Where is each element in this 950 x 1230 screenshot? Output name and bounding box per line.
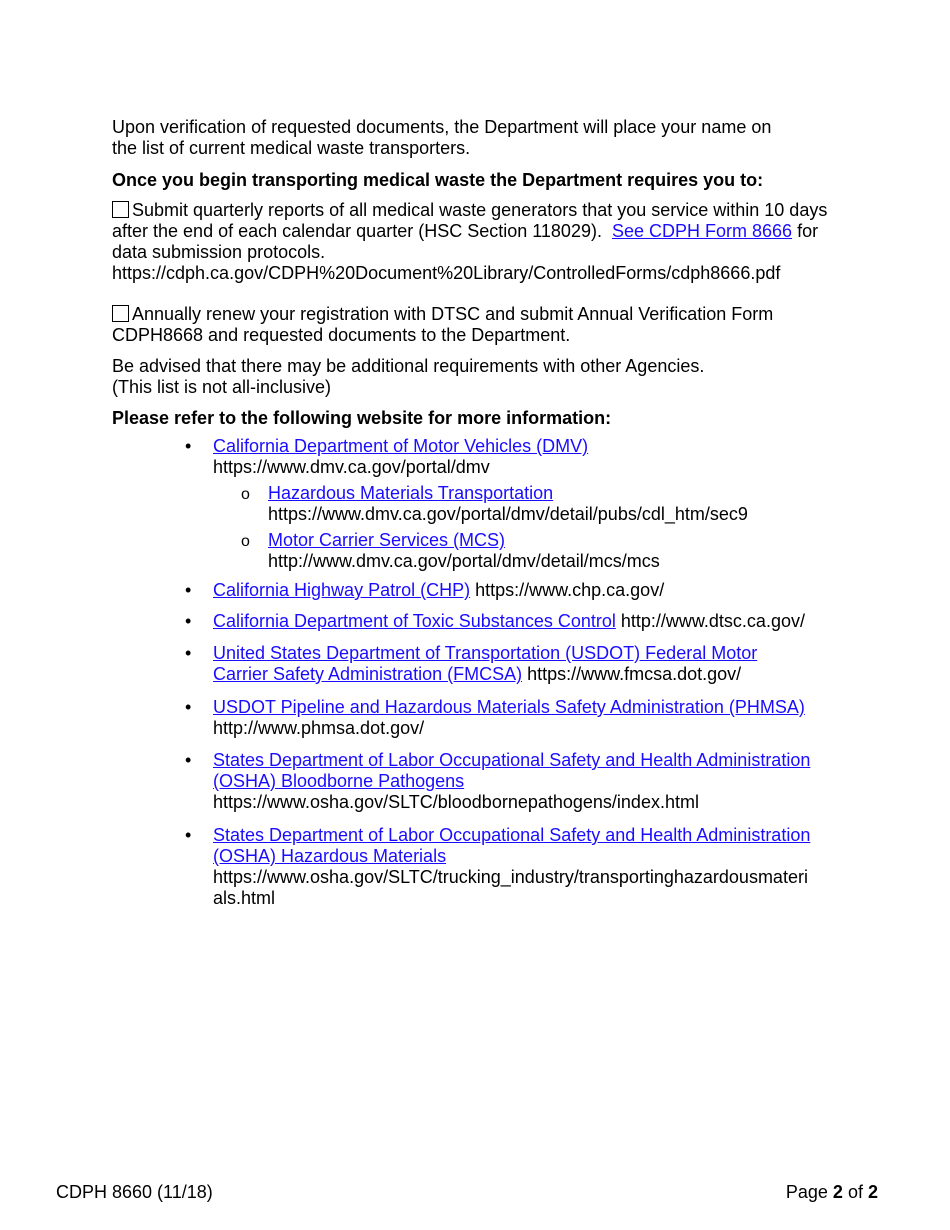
requirement-annual-renewal [112, 304, 872, 346]
list-item-hazmat-transportation [268, 483, 868, 525]
list-item-osha-bloodborne [213, 750, 873, 813]
requirements-heading: Once you begin transporting medical waste the Department requires you to: [112, 170, 764, 190]
advisory-paragraph [112, 356, 704, 398]
link-hazmat-transportation[interactable]: Hazardous Materials Transportation [268, 483, 554, 503]
list-item-dmv [213, 436, 853, 478]
bullet-marker: • [185, 750, 192, 770]
req1-line-1: Submit quarterly reports of all medical waste generators that you service within 10 days [112, 200, 872, 221]
url-dmv: https://www.dmv.ca.gov/portal/dmv [213, 457, 490, 477]
url-dtsc: http://www.dtsc.ca.gov/ [620, 611, 805, 631]
url-mcs: http://www.dmv.ca.gov/portal/dmv/detail/mcs/mcs [268, 551, 660, 571]
bullet-marker: • [185, 697, 192, 717]
intro-line-1: Upon verification of requested documents, the Department will place your name on [112, 117, 772, 137]
url-phmsa: http://www.phmsa.dot.gov/ [213, 718, 425, 738]
url-fmcsa: https://www.fmcsa.dot.gov/ [527, 664, 742, 684]
link-osha-hazmat-line-2[interactable]: (OSHA) Hazardous Materials [213, 846, 447, 866]
url-chp: https://www.chp.ca.gov/ [475, 580, 665, 600]
page-total: 2 [867, 1182, 878, 1202]
link-phmsa[interactable]: USDOT Pipeline and Hazardous Materials Safety Administration (PHMSA) [213, 697, 805, 717]
list-item-mcs [268, 530, 868, 572]
intro-line-2: the list of current medical waste transporters. [112, 138, 471, 158]
url-osha-hazmat-line-1: https://www.osha.gov/SLTC/trucking_industry/transportinghazardousmateri [213, 867, 808, 887]
link-osha-bloodborne-line-2[interactable]: (OSHA) Bloodborne Pathogens [213, 771, 465, 791]
req1-line-3: data submission protocols. [112, 242, 326, 262]
advisory-line-1: Be advised that there may be additional requirements with other Agencies. [112, 356, 705, 376]
list-item-osha-hazmat [213, 825, 873, 909]
sub-bullet-marker: o [241, 486, 250, 503]
req2-line-1: Annually renew your registration with DTSC and submit Annual Verification Form [112, 304, 872, 325]
req2-line-2: CDPH8668 and requested documents to the Department. [112, 325, 571, 345]
link-chp[interactable]: California Highway Patrol (CHP) [213, 580, 471, 600]
refer-heading: Please refer to the following website for more information: [112, 408, 612, 428]
req1-line-2: after the end of each calendar quarter (HSC Section 118029). See CDPH Form 8666 for [112, 221, 819, 241]
req1-url: https://cdph.ca.gov/CDPH%20Document%20Library/ControlledForms/cdph8666.pdf [112, 263, 781, 283]
list-item-fmcsa [213, 643, 853, 685]
intro-paragraph [112, 117, 771, 159]
bullet-marker: • [185, 611, 192, 631]
sub-bullet-marker: o [241, 533, 250, 550]
url-osha-bloodborne: https://www.osha.gov/SLTC/bloodbornepathogens/index.html [213, 792, 699, 812]
link-fmcsa-line-1[interactable]: United States Department of Transportation (USDOT) Federal Motor [213, 643, 758, 663]
list-item-dtsc [213, 611, 853, 632]
checkbox-annual-renewal[interactable] [112, 305, 129, 322]
footer-page-number: Page 2 of 2 [785, 1182, 878, 1202]
checkbox-quarterly-reports[interactable] [112, 201, 129, 218]
link-fmcsa-line-2[interactable]: Carrier Safety Administration (FMCSA) [213, 664, 523, 684]
url-osha-hazmat-line-2: als.html [213, 888, 276, 908]
link-osha-bloodborne-line-1[interactable]: States Department of Labor Occupational Safety and Health Administration [213, 750, 811, 770]
link-dtsc[interactable]: California Department of Toxic Substances Control [213, 611, 616, 631]
requirement-quarterly-reports [112, 200, 872, 284]
list-item-chp [213, 580, 853, 601]
url-hazmat-transportation: https://www.dmv.ca.gov/portal/dmv/detail/pubs/cdl_htm/sec9 [268, 504, 748, 524]
advisory-line-2: (This list is not all-inclusive) [112, 377, 332, 397]
link-dmv[interactable]: California Department of Motor Vehicles (DMV) [213, 436, 589, 456]
bullet-marker: • [185, 580, 192, 600]
bullet-marker: • [185, 825, 192, 845]
page-current: 2 [832, 1182, 843, 1202]
link-cdph-form-8666[interactable]: See CDPH Form 8666 [611, 221, 793, 241]
bullet-marker: • [185, 436, 192, 456]
link-mcs[interactable]: Motor Carrier Services (MCS) [268, 530, 506, 550]
footer-form-id: CDPH 8660 (11/18) [56, 1182, 213, 1202]
list-item-phmsa [213, 697, 873, 739]
bullet-marker: • [185, 643, 192, 663]
link-osha-hazmat-line-1[interactable]: States Department of Labor Occupational Safety and Health Administration [213, 825, 811, 845]
